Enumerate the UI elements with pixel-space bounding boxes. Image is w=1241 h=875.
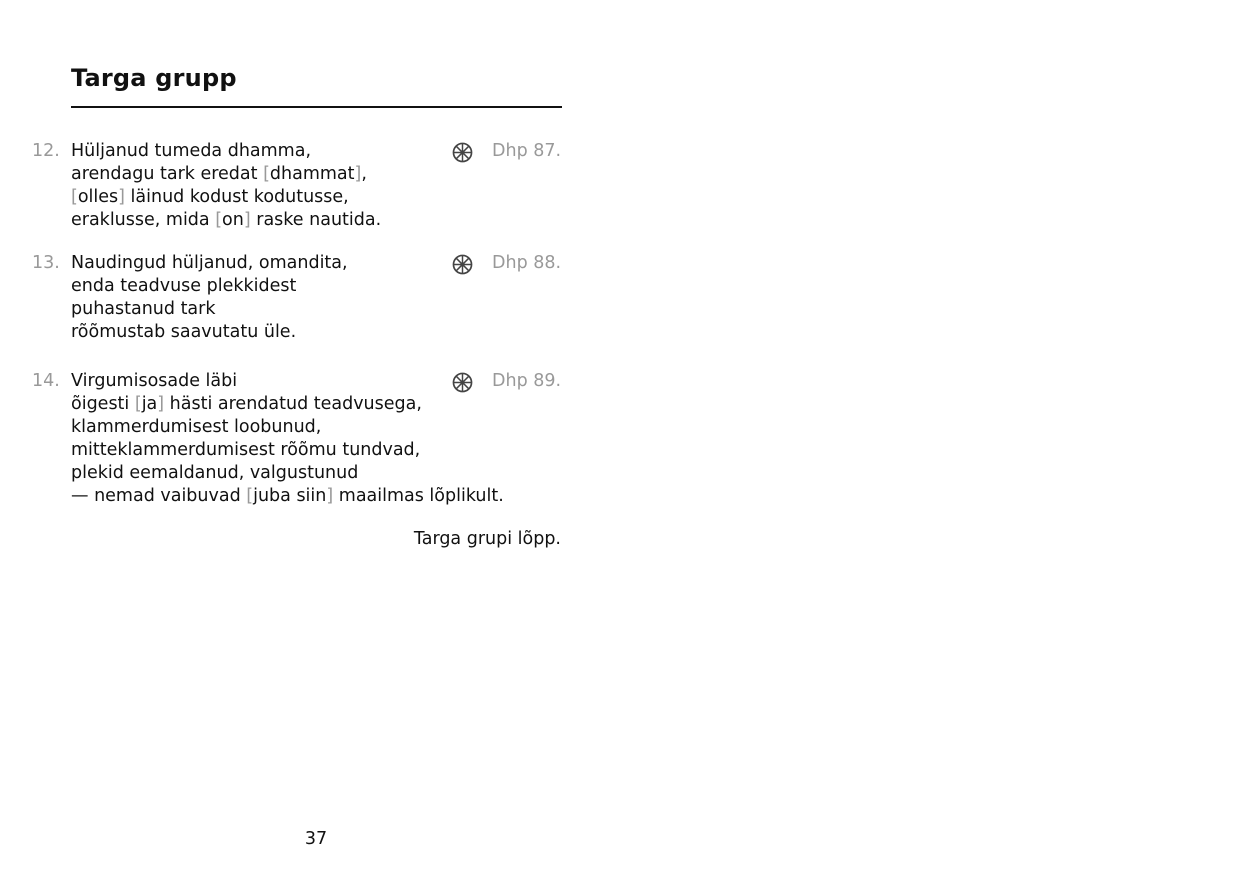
verse-text-segment: arendagu tark eredat [71, 164, 264, 184]
dhammapada-reference: Dhp 88. [492, 253, 562, 273]
verse-number: 14. [32, 371, 60, 391]
bracket: [ [134, 394, 142, 414]
verse-text [71, 140, 381, 232]
verse-text-segment: , [361, 164, 367, 184]
verse-line [71, 252, 348, 275]
verse-line [71, 321, 348, 344]
verse-text-segment: plekid eemaldanud, valgustunud [71, 463, 359, 483]
verse-text [71, 370, 504, 508]
title-rule [71, 106, 562, 108]
verse-text-segment: dhammat [269, 164, 355, 184]
page-title: Targa grupp [71, 64, 237, 92]
dhamma-wheel-icon [452, 372, 473, 393]
verse-line [71, 462, 504, 485]
verse-text-segment: mitteklammerdumisest rõõmu tundvad, [71, 440, 421, 460]
page-number: 37 [304, 829, 328, 849]
bracket: [ [263, 164, 270, 184]
verse-text-segment: läinud kodust kodutusse, [124, 187, 349, 207]
verse-line [71, 140, 381, 163]
verse-text-segment: hästi arendatud teadvusega, [164, 394, 422, 414]
bracket: [ [246, 486, 254, 506]
bracket: [ [215, 210, 223, 230]
verse-line [71, 416, 504, 439]
verse-text-segment: on [222, 210, 244, 230]
verse-line [71, 370, 504, 393]
verse-line [71, 163, 381, 186]
verse-line [71, 393, 504, 416]
verse-line [71, 298, 348, 321]
verse-text-segment: juba siin [253, 486, 327, 506]
chapter-closing: Targa grupi lõpp. [413, 529, 561, 549]
verse-text-segment: raske nautida. [250, 210, 382, 230]
verse-number: 12. [32, 141, 60, 161]
verse-text-segment: maailmas lõplikult. [333, 486, 504, 506]
bracket: ] [243, 210, 251, 230]
verse-text-segment: Hüljanud tumeda dhamma, [71, 141, 312, 161]
dhamma-wheel-icon [452, 254, 473, 275]
bracket: ] [326, 486, 334, 506]
verse-text [71, 252, 348, 344]
bracket: ] [157, 394, 165, 414]
verse-text-segment: puhastanud tark [71, 299, 216, 319]
verse-text-segment: klammerdumisest loobunud, [71, 417, 322, 437]
verse-line [71, 275, 348, 298]
verse-text-segment: ja [141, 394, 158, 414]
verse-number: 13. [32, 253, 60, 273]
dhammapada-reference: Dhp 87. [492, 141, 562, 161]
dhammapada-reference: Dhp 89. [492, 371, 562, 391]
verse-text-segment: Virgumisosade läbi [71, 371, 238, 391]
verse-text-segment: õigesti [71, 394, 135, 414]
dhamma-wheel-icon [452, 142, 473, 163]
bracket: ] [354, 164, 362, 184]
verse-line [71, 485, 504, 508]
bracket: ] [118, 187, 125, 207]
verse-line [71, 186, 381, 209]
verse-text-segment: rõõmustab saavutatu üle. [71, 322, 297, 342]
verse-line [71, 209, 381, 232]
verse-text-segment: Naudingud hüljanud, omandita, [71, 253, 348, 273]
verse-text-segment: eraklusse, mida [71, 210, 216, 230]
verse-text-segment: — nemad vaibuvad [71, 486, 247, 506]
bracket: [ [71, 187, 78, 207]
verse-line [71, 439, 504, 462]
verse-text-segment: olles [77, 187, 119, 207]
verse-text-segment: enda teadvuse plekkidest [71, 276, 297, 296]
